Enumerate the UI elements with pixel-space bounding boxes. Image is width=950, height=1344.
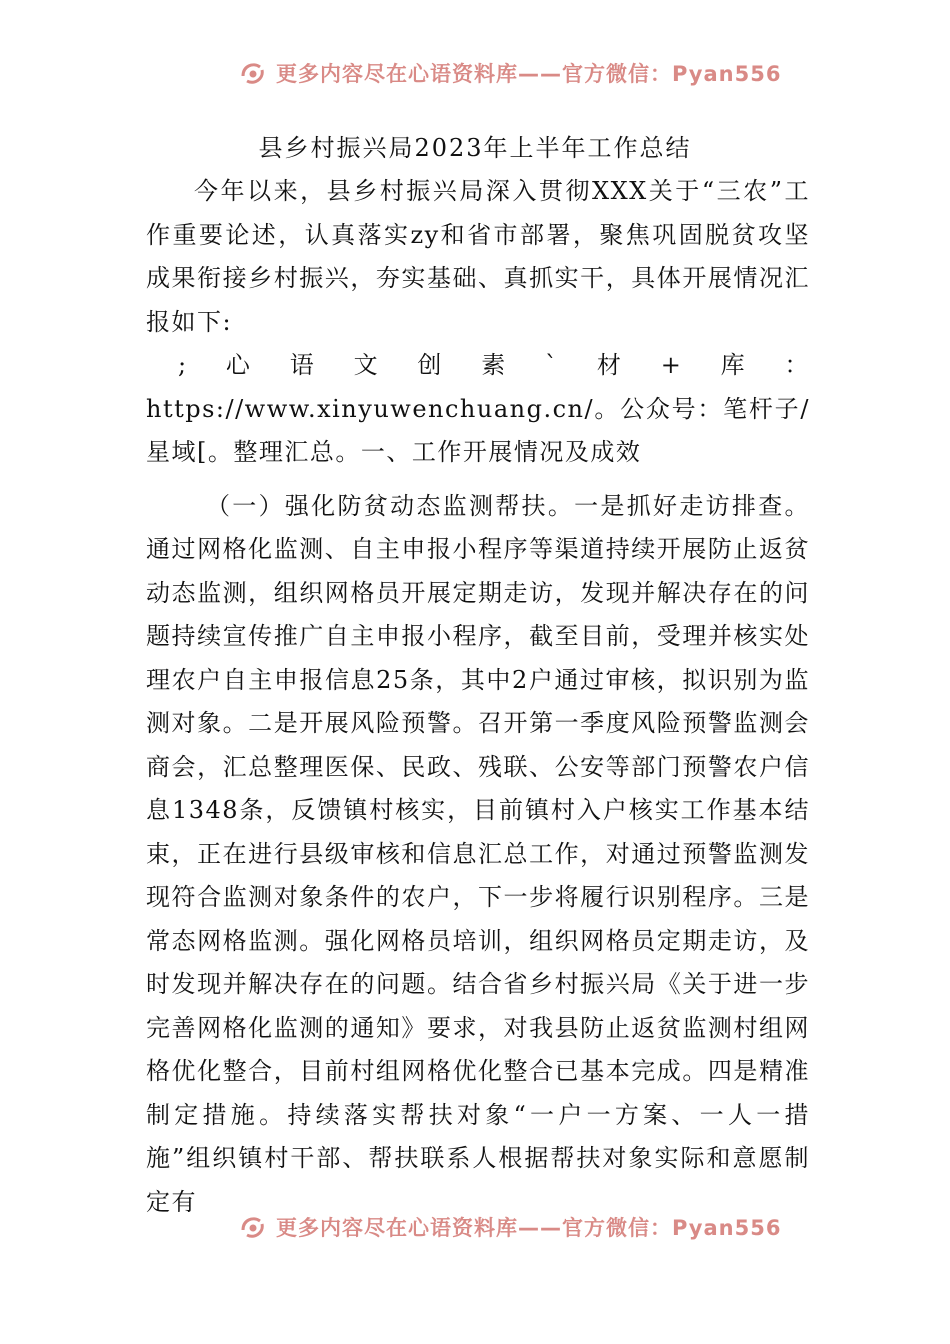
watermark-footer (0, 1206, 950, 1240)
logo-icon (238, 58, 268, 86)
paragraph-source-note: ;心语文创素`材+库：https://www.xinyuwenchuang.cn/。公众号：笔杆子/星域[。整理汇总。一、工作开展情况及成效 (146, 351, 810, 466)
watermark-text: 更多内容尽在心语资料库——官方微信：Pyan556 (276, 62, 782, 86)
document-title: 县乡村振兴局2023年上半年工作总结 (258, 134, 692, 162)
logo-icon (238, 1212, 268, 1240)
watermark-text: 更多内容尽在心语资料库——官方微信：Pyan556 (276, 1216, 782, 1240)
paragraph-section-1: （一）强化防贫动态监测帮扶。一是抓好走访排查。通过网格化监测、自主申报小程序等渠道持续开展防止返贫动态监测，组织网格员开展定期走访，发现并解决存在的问题持续宣传推广自主申报小程序，截至目前，受理并核实处理农户自主申报信息25条，其中2户通过审核，拟识别为监测对象。二是开展风险预警。召开第一季度风险预警监测会商会，汇总整理医保、民政、残联、公安等部门预警农户信息1348条，反馈镇村核实，目前镇村入户核实工作基本结束，正在进行县级审核和信息汇总工作，对通过预警监测发现符合监测对象条件的农户，下一步将履行识别程序。三是常态网格监测。强化网格员培训，组织网格员定期走访，及时发现并解决存在的问题。结合省乡村振兴局《关于进一步完善网格化监测的通知》要求，对我县防止返贫监测村组网格优化整合，目前村组网格优化整合已基本完成。四是精准制定措施。持续落实帮扶对象“一户一方案、一人一措施”组织镇村干部、帮扶联系人根据帮扶对象实际和意愿制定有 (146, 491, 810, 1216)
watermark-header (0, 52, 950, 86)
document-body (146, 170, 810, 1224)
paragraph-intro: 今年以来，县乡村振兴局深入贯彻XXX关于“三农”工作重要论述，认真落实zy和省市部署，聚焦巩固脱贫攻坚成果衔接乡村振兴，夯实基础、真抓实干，具体开展情况汇报如下: (146, 177, 810, 336)
